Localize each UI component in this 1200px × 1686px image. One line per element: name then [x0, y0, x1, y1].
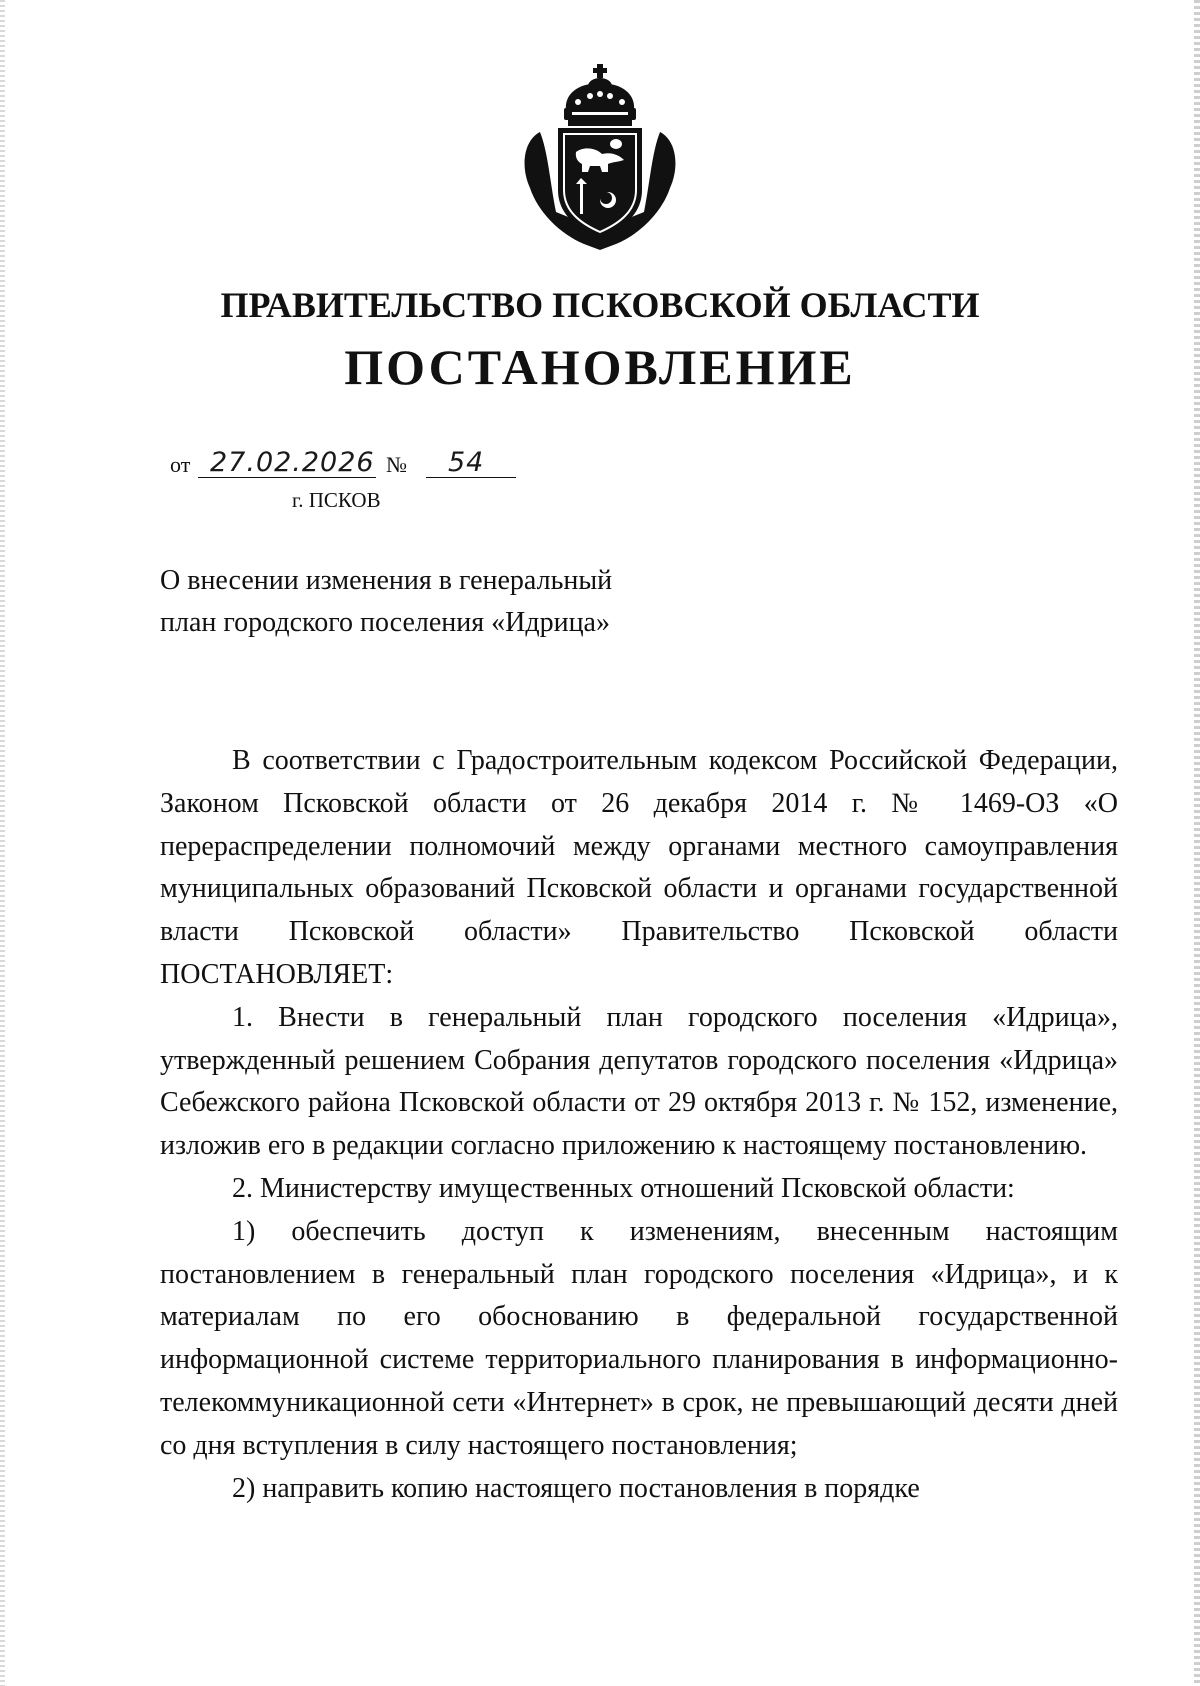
subject-line-1: О внесении изменения в генеральный [160, 565, 613, 596]
subject-line-2: план городского поселения «Идрица» [160, 607, 610, 638]
government-name: ПРАВИТЕЛЬСТВО ПСКОВСКОЙ ОБЛАСТИ [220, 285, 980, 325]
date-prefix: от [170, 452, 191, 477]
item-2-1-paragraph: 1) обеспечить доступ к изменениям, внесенным настоящим постановлением в генеральный план городского поселения «Идрица», и к материалам по его обоснованию в федеральной государственной информационной системе территориального планирования в информационно-телекоммуникационной сети «Интернет» в срок, не превышающий десяти дней со дня вступления в силу настоящего постановления; [160, 1215, 1118, 1461]
document-subject [160, 560, 720, 644]
document-date: 27.02.2026 [210, 447, 375, 478]
item-1-paragraph: 1. Внести в генеральный план городского поселения «Идрица», утвержденный решением Собрания депутатов городского поселения «Идрица» Себежского района Псковской области от 29 октября 2013 г. № 152, изменение, изложив его в редакции согласно приложению к настоящему постановлению. [160, 1001, 1118, 1162]
item-2-2-paragraph: 2) направить копию настоящего постановления в порядке [232, 1472, 920, 1504]
number-prefix: № [386, 452, 407, 477]
item-2-paragraph: 2. Министерству имущественных отношений Псковской области: [232, 1172, 1015, 1204]
scan-edge-right [1194, 0, 1200, 1686]
date-number-line [170, 447, 570, 482]
preamble-paragraph: В соответствии с Градостроительным кодексом Российской Федерации, Законом Псковской области от 26 декабря 2014 г. № 1469-ОЗ «О перераспределении полномочий между органами местного самоуправления муниципальных образований Псковской области и органами государственной власти Псковской области» Правительство Псковской области ПОСТАНОВЛЯЕТ: [160, 745, 1118, 990]
document-body [160, 740, 1118, 1510]
pskov-coat-of-arms-icon [520, 62, 680, 252]
document-number: 54 [448, 447, 485, 478]
issue-city: г. ПСКОВ [292, 488, 381, 512]
document-type: ПОСТАНОВЛЕНИЕ [344, 339, 856, 395]
scan-edge-left [0, 0, 5, 1686]
